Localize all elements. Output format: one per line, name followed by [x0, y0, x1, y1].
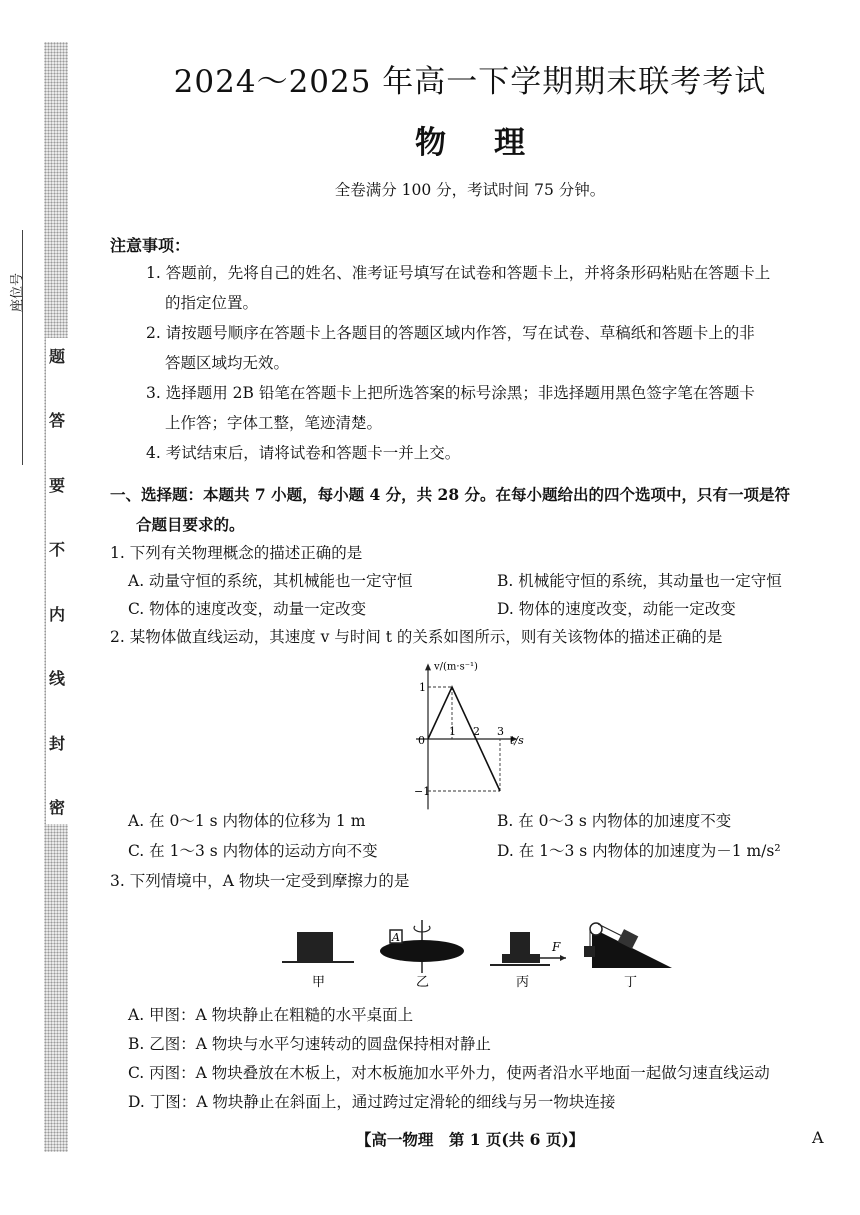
seat-number-line [22, 230, 23, 465]
figure-label: 乙 [416, 975, 430, 990]
seal-char: 内 [48, 604, 65, 624]
exam-info: 全卷满分 100 分，考试时间 75 分钟。 [334, 181, 606, 199]
force-arrow-head-icon [560, 955, 566, 961]
notice-item-2: 2. 请按题号顺序在答题卡上各题目的答题区域内作答，写在试卷、草稿纸和答题卡上的非 [146, 324, 755, 342]
seat-number-label: 座位号 [10, 272, 25, 312]
figure-label: 甲 [312, 975, 326, 990]
seal-line-notice [46, 338, 68, 824]
question-1-option-d: D. 物体的速度改变，动能一定改变 [497, 600, 736, 618]
paper-version: A [812, 1128, 824, 1147]
block-a [510, 932, 530, 954]
question-1-option-a: A. 动量守恒的系统，其机械能也一定守恒 [128, 572, 413, 590]
seal-char: 密 [48, 797, 65, 817]
exam-title: 2024～2025 年高一下学期期末联考考试 [173, 64, 767, 100]
notice-item-1: 1. 答题前，先将自己的姓名、准考证号填写在试卷和答题卡上，并将条形码粘贴在答题卡上 [146, 264, 771, 282]
figure-yi [380, 920, 464, 990]
question-1-stem: 1. 下列有关物理概念的描述正确的是 [110, 544, 363, 562]
question-3-option-c: C. 丙图：A 物块叠放在木板上，对木板施加水平外力，使两者沿水平地面一起做匀速直线运动 [128, 1064, 770, 1082]
friction-scenario-figures [282, 918, 682, 993]
seal-char: 题 [48, 347, 65, 366]
seal-char: 封 [48, 733, 65, 753]
figure-ding [584, 923, 672, 990]
question-2-stem: 2. 某物体做直线运动，其速度 v 与时间 t 的关系如图所示，则有关该物体的描述正确的是 [110, 628, 723, 646]
figure-label: 丙 [516, 975, 530, 990]
figure-jia [282, 932, 354, 990]
question-1-option-b: B. 机械能守恒的系统，其动量也一定守恒 [497, 572, 782, 590]
question-2-option-a: A. 在 0～1 s 内物体的位移为 1 m [128, 812, 366, 830]
hanging-block [584, 946, 595, 957]
x-axis-label: t/s [510, 734, 524, 747]
block-a [297, 932, 333, 962]
subject-title: 物理 [415, 125, 573, 161]
notice-item-2-cont: 答题区域均无效。 [165, 354, 290, 372]
y-tick-label: 1 [419, 681, 426, 694]
question-3-stem: 3. 下列情境中，A 物块一定受到摩擦力的是 [110, 872, 410, 890]
x-tick-label: 0 [418, 734, 425, 747]
seal-char: 要 [48, 475, 65, 495]
seal-char: 不 [48, 540, 65, 560]
block-a-label: A [392, 931, 400, 944]
notice-item-4: 4. 考试结束后，请将试卷和答题卡一并上交。 [146, 444, 461, 462]
question-3-option-a: A. 甲图：A 物块静止在粗糙的水平桌面上 [128, 1006, 414, 1024]
question-2-option-d: D. 在 1～3 s 内物体的加速度为－1 m/s² [497, 842, 781, 860]
notice-item-1-cont: 的指定位置。 [165, 294, 259, 312]
question-2-option-c: C. 在 1～3 s 内物体的运动方向不变 [128, 842, 378, 860]
y-tick-label: −1 [414, 785, 431, 798]
question-3-option-d: D. 丁图：A 物块静止在斜面上，通过跨过定滑轮的细线与另一物块连接 [128, 1093, 616, 1111]
page-footer: 【高一物理 第 1 页(共 6 页)】 [355, 1130, 585, 1149]
wooden-board [502, 954, 540, 963]
seal-char: 线 [48, 669, 65, 689]
question-1-option-c: C. 物体的速度改变，动量一定改变 [128, 600, 367, 618]
question-2-option-b: B. 在 0～3 s 内物体的加速度不变 [497, 812, 732, 830]
notice-item-3: 3. 选择题用 2B 铅笔在答题卡上把所选答案的标号涂黑；非选择题用黑色签字笔在答题卡 [146, 384, 755, 402]
question-3-option-b: B. 乙图：A 物块与水平匀速转动的圆盘保持相对静止 [128, 1035, 491, 1053]
velocity-time-graph [410, 655, 524, 805]
y-axis-label: v/(m·s⁻¹) [434, 661, 478, 673]
figure-bing [490, 932, 566, 990]
notice-item-3-cont: 上作答；字体工整，笔迹清楚。 [165, 414, 383, 432]
section-heading-cont: 合题目要求的。 [136, 515, 245, 534]
x-tick-label: 3 [497, 725, 504, 738]
x-tick-label: 2 [473, 725, 480, 738]
section-heading: 一、选择题：本题共 7 小题，每小题 4 分，共 28 分。在每小题给出的四个选项中，只有一项是符 [110, 485, 791, 504]
seal-char: 答 [48, 411, 65, 431]
notice-heading: 注意事项： [110, 236, 191, 255]
figure-label: 丁 [624, 975, 638, 990]
y-axis-arrow-icon [425, 663, 431, 670]
force-label: F [552, 940, 561, 954]
x-tick-label: 1 [449, 725, 456, 738]
